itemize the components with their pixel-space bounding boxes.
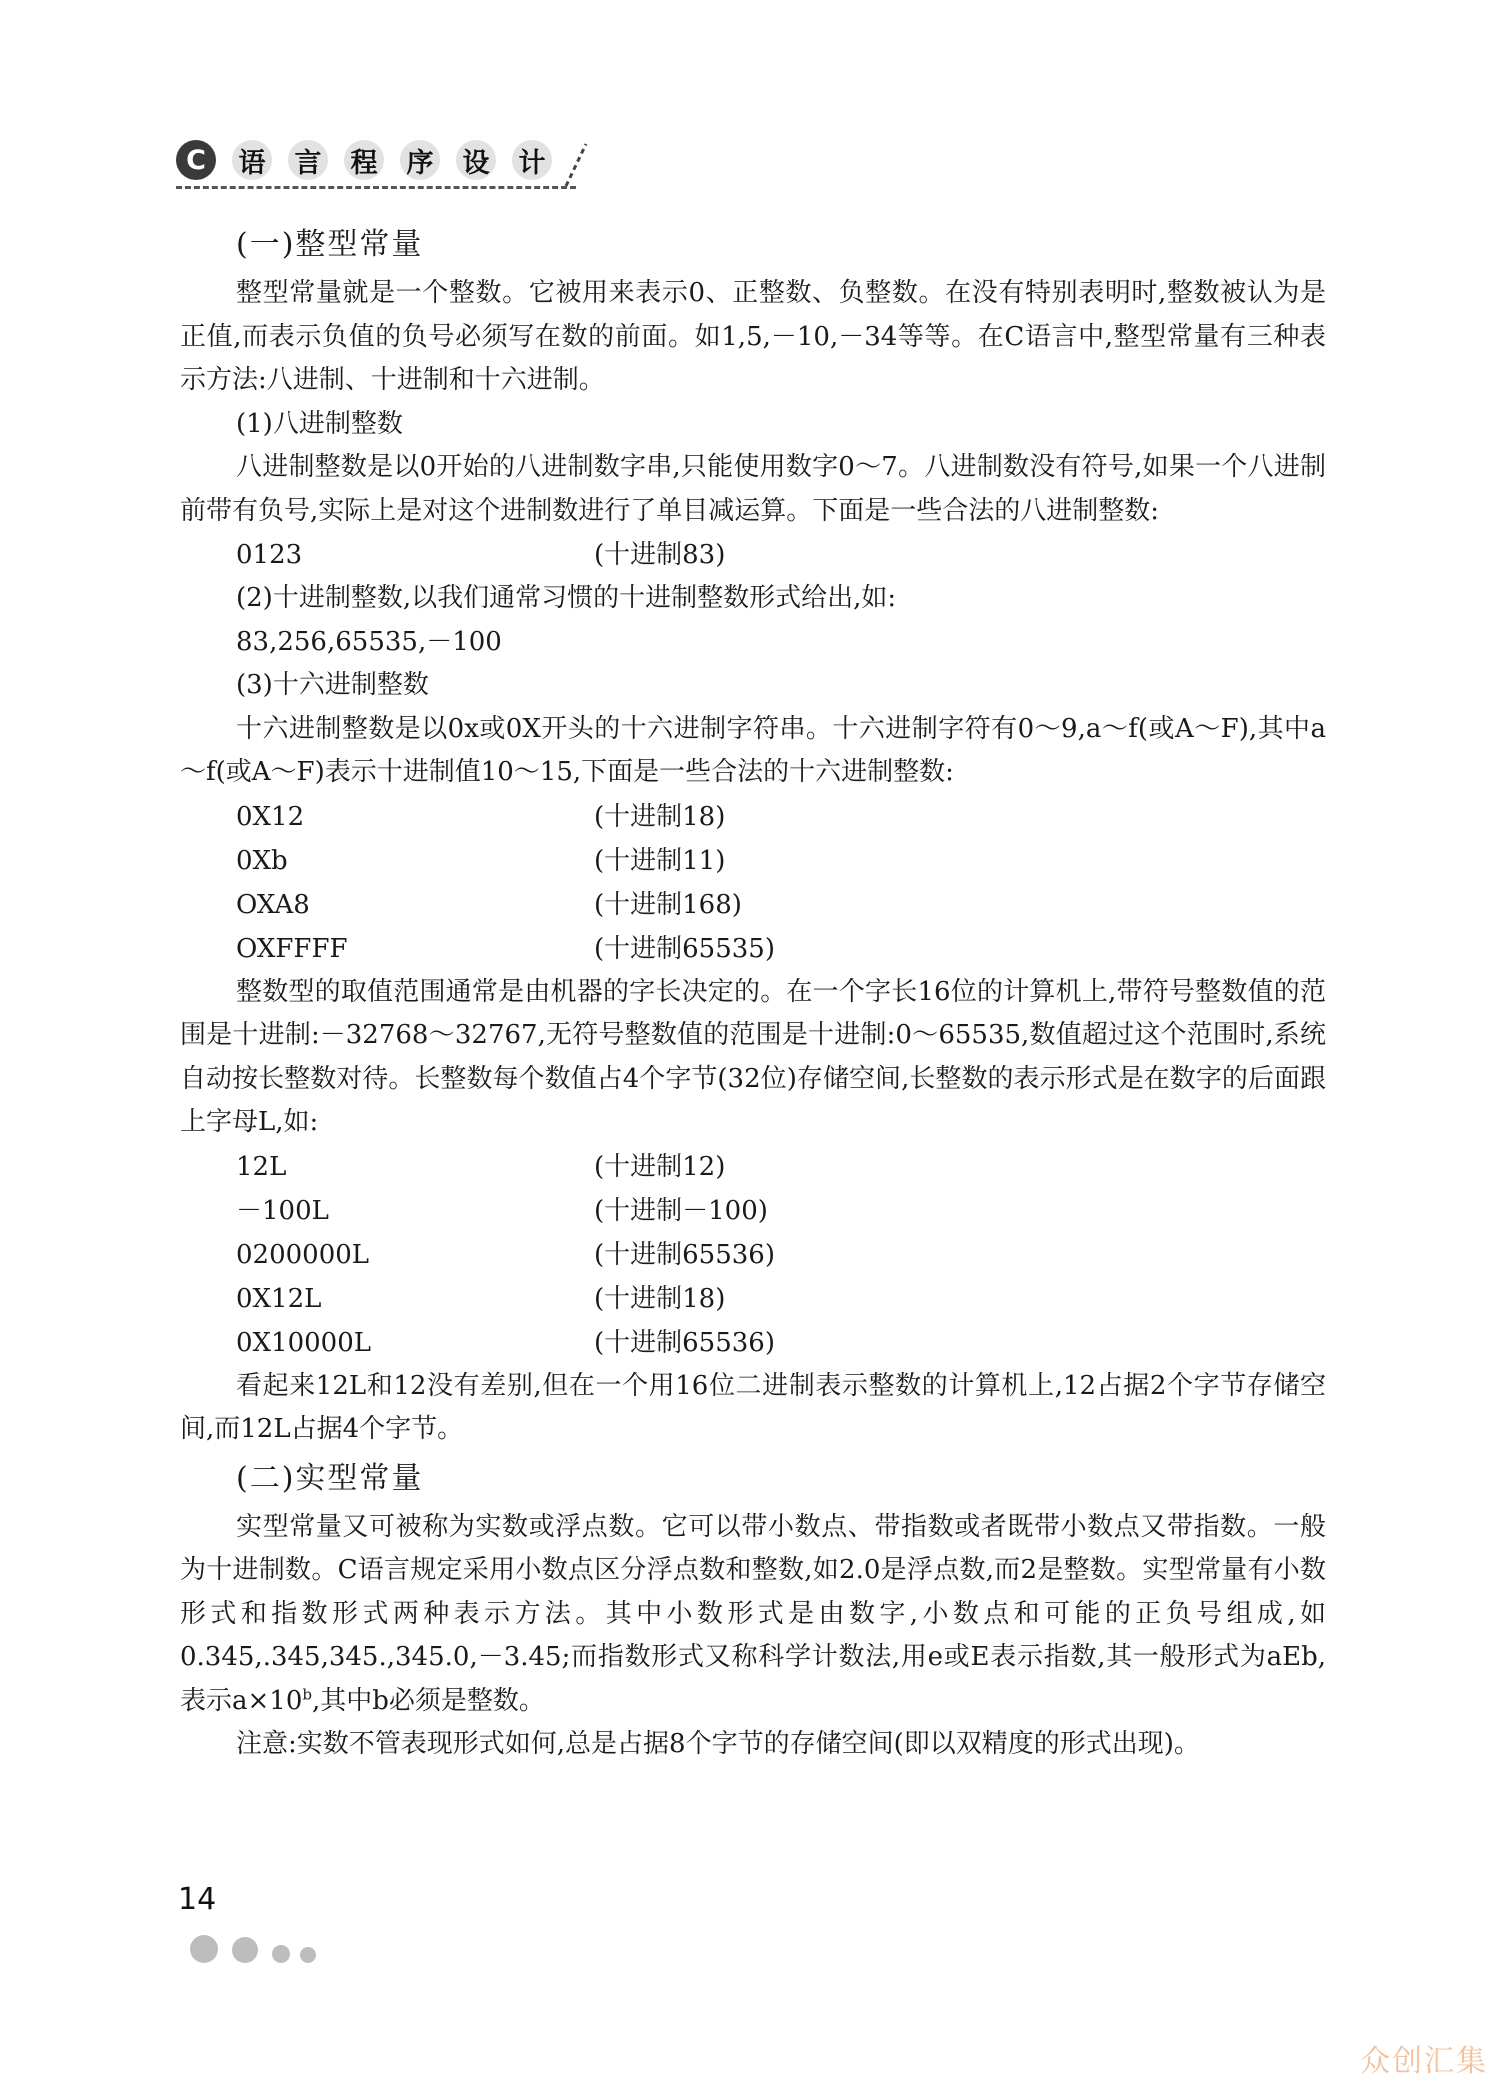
paragraph: 整数型的取值范围通常是由机器的字长决定的。在一个字长16位的计算机上,带符号整数值的范围是十进制:－32768～32767,无符号整数值的范围是十进制:0～65535,数值超过这个范围时,系统自动按长整数对待。长整数每个数值占4个字节(32位)存储空间,长整数的表示形式是在数字的后面跟上字母L,如: [180, 976, 1326, 1137]
example-row [236, 1145, 1326, 1189]
example-literal: 0123 [236, 540, 303, 570]
header-char: 程 [344, 140, 384, 180]
example-literal: 0X10000L [236, 1327, 372, 1358]
paragraph: 整型常量就是一个整数。它被用来表示0、正整数、负整数。在没有特别表明时,整数被认为是正值,而表示负值的负号必须写在数的前面。如1,5,－10,－34等等。在C语言中,整型常量有三种表示方法:八进制、十进制和十六进制。 [180, 278, 1326, 395]
subsection-title-hex: (3)十六进制整数 [236, 670, 429, 700]
header-char: 语 [232, 140, 272, 180]
section-title-real-constants: (二)实型常量 [236, 1460, 424, 1496]
footer-dot [232, 1937, 258, 1963]
decimal-sample: 83,256,65535,－100 [236, 626, 502, 657]
example-decimal: (十进制－100) [594, 1195, 768, 1226]
footer-dot [272, 1945, 290, 1963]
paragraph-real-constants [180, 1506, 1326, 1724]
example-decimal: (十进制65536) [594, 1327, 775, 1358]
example-literal: OXA8 [236, 889, 310, 920]
footer-dot [190, 1935, 218, 1963]
header-char: 计 [512, 140, 552, 180]
paragraph: 看起来12L和12没有差别,但在一个用16位二进制表示整数的计算机上,12占据2个字节存储空间,而12L占据4个字节。 [180, 1370, 1326, 1444]
watermark-logo: 众创汇集 [1360, 2044, 1488, 2079]
example-decimal: (十进制168) [594, 889, 742, 920]
example-literal: 0Xb [236, 845, 288, 876]
example-literal: 12L [236, 1151, 287, 1182]
exponent-superscript: b [302, 1684, 312, 1703]
page-body [180, 218, 1326, 1767]
text-run: ,其中b必须是整数。 [311, 1685, 545, 1716]
header-slash-decoration [560, 140, 590, 190]
example-row [236, 795, 1326, 839]
example-row [236, 927, 1326, 971]
paragraph: 八进制整数是以0开始的八进制数字串,只能使用数字0～7。八进制数没有符号,如果一个八进制前带有负号,实际上是对这个进制数进行了单目减运算。下面是一些合法的八进制整数: [180, 452, 1326, 526]
header-char: C [176, 140, 216, 180]
example-literal: －100L [236, 1195, 329, 1226]
paragraph: 十六进制整数是以0x或0X开头的十六进制字符串。十六进制字符有0～9,a～f(或A～F),其中a～f(或A～F)表示十进制值10～15,下面是一些合法的十六进制整数: [180, 713, 1326, 787]
paragraph-note: 注意:实数不管表现形式如何,总是占据8个字节的存储空间(即以双精度的形式出现)。 [236, 1729, 1200, 1759]
example-literal: 0X12 [236, 801, 305, 832]
section-title-integer-constants: (一)整型常量 [236, 227, 424, 262]
example-decimal: (十进制65536) [594, 1239, 775, 1270]
example-literal: OXFFFF [236, 933, 348, 964]
header-char: 设 [456, 140, 496, 180]
header-dashed-rule [176, 186, 576, 189]
subsection-title-octal: (1)八进制整数 [236, 408, 403, 439]
example-row [236, 1277, 1326, 1321]
example-literal: 0200000L [236, 1239, 370, 1270]
example-decimal: (十进制83) [594, 540, 726, 570]
example-row [236, 1321, 1326, 1365]
example-row [236, 883, 1326, 927]
text-run: 实型常量又可被称为实数或浮点数。它可以带小数点、带指数或者既带小数点又带指数。一般为十进制数。C语言规定采用小数点区分浮点数和整数,如2.0是浮点数,而2是整数。实型常量有小数形式和指数形式两种表示方法。其中小数形式是由数字,小数点和可能的正负号组成,如0.345,.345,345.,345.0,－3.45;而指数形式又称科学计数法,用e或E表示指数,其一般形式为aEb,表示a×10 [180, 1511, 1326, 1716]
example-decimal: (十进制11) [594, 845, 726, 876]
header-char: 序 [400, 140, 440, 180]
header-char: 言 [288, 140, 328, 180]
example-row [236, 1189, 1326, 1233]
example-literal: 0X12L [236, 1283, 322, 1314]
example-row [236, 839, 1326, 883]
example-decimal: (十进制18) [594, 801, 726, 832]
example-decimal: (十进制18) [594, 1283, 726, 1314]
page-number: 14 [178, 1882, 217, 1917]
footer-dot [300, 1947, 316, 1963]
example-decimal: (十进制65535) [594, 933, 775, 964]
subsection-title-decimal: (2)十进制整数,以我们通常习惯的十进制整数形式给出,如: [236, 583, 897, 613]
example-row [236, 1233, 1326, 1277]
example-decimal: (十进制12) [594, 1151, 726, 1182]
example-row [236, 533, 1326, 577]
